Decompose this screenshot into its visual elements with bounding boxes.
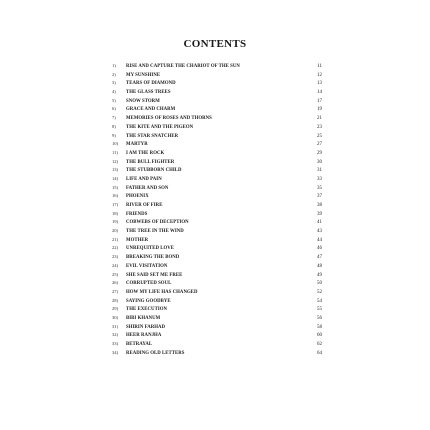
entry-title: THE STAR SNATCHER	[126, 133, 179, 139]
entry-number: 27)	[112, 288, 119, 294]
toc-entry	[112, 253, 322, 262]
entry-number: 21)	[112, 236, 119, 242]
entry-number: 16)	[112, 193, 119, 199]
entry-page-number: 33	[317, 176, 322, 182]
toc-entry	[112, 123, 322, 132]
entry-title: FATHER AND SON	[126, 185, 169, 191]
entry-number: 29)	[112, 306, 119, 312]
entry-title: COBWEBS OF DECEPTION	[126, 220, 189, 226]
entry-title: I AM THE ROCK	[126, 150, 165, 156]
entry-number: 11)	[112, 149, 118, 155]
toc-entry	[112, 88, 322, 97]
toc-entry	[112, 271, 322, 280]
entry-title: MEMORIES OF ROSES AND THORNS	[126, 116, 212, 122]
entry-page-number: 41	[317, 220, 322, 226]
toc-entry	[112, 340, 322, 349]
entry-title: PHOENIX	[126, 194, 149, 200]
entry-number: 5)	[112, 97, 116, 103]
entry-title: LIFE AND PAIN	[126, 176, 162, 182]
entry-page-number: 14	[317, 90, 322, 96]
entry-page-number: 44	[317, 237, 322, 243]
entry-number: 19)	[112, 219, 119, 225]
entry-title: UNREQUITED LOVE	[126, 246, 175, 252]
toc-entry	[112, 262, 322, 271]
entry-number: 3)	[112, 80, 116, 86]
entry-page-number: 54	[317, 298, 322, 304]
entry-page-number: 48	[317, 263, 322, 269]
entry-title: SHIRIN FARHAD	[126, 324, 166, 330]
page-title: CONTENTS	[183, 38, 247, 50]
entry-number: 30)	[112, 314, 119, 320]
entry-title: RIVER OF FIRE	[126, 203, 163, 208]
toc-entry	[112, 97, 322, 106]
entry-page-number: 52	[317, 289, 322, 295]
entry-page-number: 64	[317, 350, 322, 356]
entry-number: 1)	[112, 63, 116, 68]
toc-entry	[112, 158, 322, 167]
entry-title: MOTHER	[126, 237, 149, 243]
entry-title: THE KITE AND THE PIGEON	[126, 124, 194, 130]
entry-number: 20)	[112, 228, 119, 234]
entry-page-number: 60	[317, 333, 322, 339]
entry-title: BETRAYAL	[126, 342, 153, 347]
entry-page-number: 27	[317, 142, 322, 148]
entry-page-number: 29	[317, 150, 322, 156]
entry-page-number: 38	[317, 203, 322, 208]
entry-page-number: 25	[317, 133, 322, 139]
entry-page-number: 31	[317, 168, 322, 174]
entry-page-number: 58	[317, 324, 322, 330]
entry-number: 13)	[112, 167, 119, 173]
entry-number: 7)	[112, 115, 116, 121]
toc-entry	[112, 331, 322, 340]
entry-page-number: 12	[317, 72, 322, 78]
entry-page-number: 55	[317, 307, 322, 313]
toc-entry	[112, 288, 322, 297]
entry-title: THE STUBBORN CHILD	[126, 168, 182, 174]
toc-entry	[112, 279, 322, 288]
toc-entry	[112, 184, 322, 193]
toc-entry	[112, 175, 322, 184]
entry-title: SNOW STORM	[126, 98, 160, 104]
entry-number: 31)	[112, 323, 119, 329]
toc-entry	[112, 114, 322, 123]
entry-number: 24)	[112, 262, 119, 268]
toc-entry	[112, 349, 322, 358]
entry-page-number: 37	[317, 194, 322, 200]
entry-number: 4)	[112, 89, 116, 95]
entry-page-number: 56	[317, 315, 322, 321]
entry-page-number: 17	[317, 98, 322, 104]
entry-number: 25)	[112, 271, 119, 277]
entry-title: READING OLD LETTERS	[126, 350, 185, 356]
entry-title: THE EXECUTION	[126, 307, 168, 313]
toc-entry	[112, 166, 322, 175]
entry-title: THE GLASS TREES	[126, 90, 171, 96]
entry-title: THE TREE IN THE WIND	[126, 229, 184, 235]
entry-page-number: 13	[317, 81, 322, 87]
entry-title: THE BULL FIGHTER	[126, 159, 175, 165]
toc-entry	[112, 314, 322, 323]
entry-number: 9)	[112, 132, 116, 138]
entry-number: 8)	[112, 123, 116, 129]
toc-entry	[112, 227, 322, 236]
toc-entry	[112, 132, 322, 141]
entry-title: SAYING GOODBYE	[126, 298, 171, 304]
toc-entry	[112, 210, 322, 219]
entry-page-number: 43	[317, 229, 322, 235]
toc-entry	[112, 297, 322, 306]
entry-number: 17)	[112, 202, 119, 207]
toc-entry	[112, 105, 322, 114]
toc-entry	[112, 305, 322, 314]
entry-page-number: 21	[317, 116, 322, 122]
entry-page-number: 30	[317, 159, 322, 165]
toc-entry	[112, 71, 322, 80]
entry-number: 15)	[112, 184, 119, 190]
entry-title: MY SUNSHINE	[126, 72, 161, 78]
toc-entry	[112, 201, 322, 210]
toc-entry	[112, 236, 322, 245]
entry-number: 33)	[112, 341, 119, 346]
entry-page-number: 47	[317, 255, 322, 261]
entry-title: RISE AND CAPTURE THE CHARIOT OF THE SUN	[126, 64, 240, 69]
entry-number: 34)	[112, 349, 119, 355]
entry-page-number: 49	[317, 272, 322, 278]
entry-title: TEARS OF DIAMOND	[126, 81, 176, 87]
entry-title: BIBI KHANUM	[126, 315, 161, 321]
entry-title: GRACE AND CHARM	[126, 107, 176, 113]
entry-number: 14)	[112, 175, 119, 181]
entry-page-number: 46	[317, 246, 322, 252]
entry-title: MARTYR	[126, 142, 148, 148]
entry-page-number: 35	[317, 185, 322, 191]
entry-title: BREAKING THE BOND	[126, 255, 180, 261]
toc-entry	[112, 323, 322, 332]
entry-title: HEER RANJHA	[126, 333, 162, 339]
toc-entry	[112, 79, 322, 88]
entry-number: 26)	[112, 280, 119, 286]
toc-list	[112, 62, 322, 357]
entry-title: EVIL VISITATION	[126, 263, 168, 269]
entry-title: FRIENDS	[126, 211, 148, 217]
toc-entry	[112, 192, 322, 201]
entry-number: 32)	[112, 332, 119, 338]
entry-title: HOW MY LIFE HAS CHANGED	[126, 289, 198, 295]
entry-number: 10)	[112, 141, 119, 147]
entry-number: 28)	[112, 297, 119, 303]
toc-entry	[112, 149, 322, 158]
entry-page-number: 11	[317, 64, 322, 69]
entry-title: CORRUPTED SOUL	[126, 281, 172, 287]
toc-entry	[112, 62, 322, 71]
toc-entry	[112, 244, 322, 253]
entry-number: 23)	[112, 254, 119, 260]
entry-title: SHE SAID SET ME FREE	[126, 272, 183, 278]
entry-number: 22)	[112, 245, 119, 251]
entry-page-number: 62	[317, 342, 322, 347]
entry-page-number: 39	[317, 211, 322, 217]
toc-entry	[112, 218, 322, 227]
entry-number: 6)	[112, 106, 116, 112]
toc-entry	[112, 140, 322, 149]
entry-page-number: 50	[317, 281, 322, 287]
entry-number: 18)	[112, 210, 119, 216]
entry-page-number: 19	[317, 107, 322, 113]
entry-page-number: 23	[317, 124, 322, 130]
entry-number: 12)	[112, 158, 119, 164]
entry-number: 2)	[112, 71, 116, 77]
